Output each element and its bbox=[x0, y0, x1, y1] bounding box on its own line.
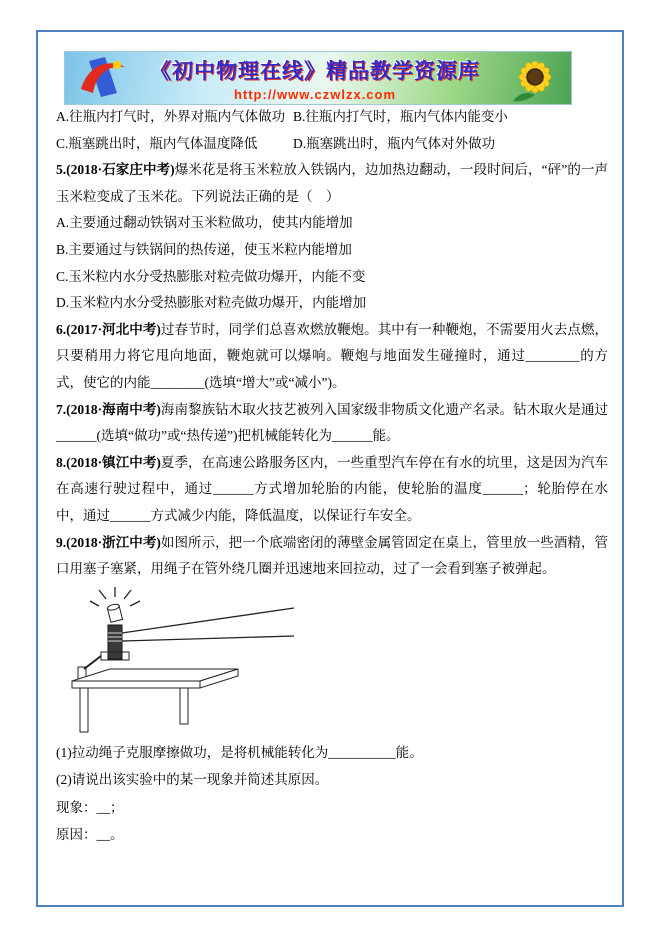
question-6-text: 过春节时，同学们总喜欢燃放鞭炮。其中有一种鞭炮，不需要用火去点燃，只要稍用力将它甩向地面，鞭炮就可以爆响。鞭炮与地面发生碰撞时，通过________的方式，使它的内能________(选填“增大”或“减小”)。 bbox=[56, 321, 609, 390]
option-d: D.瓶塞跳出时，瓶内气体对外做功 bbox=[293, 135, 496, 151]
question-8 bbox=[56, 450, 608, 530]
question-7-text: 海南黎族钻木取火技艺被列入国家级非物质文化遗产名录。钻木取火是通过______(选填“做功”或“热传递”)把机械能转化为______能。 bbox=[56, 401, 609, 444]
option-c: C.瓶塞跳出时，瓶内气体温度降低 bbox=[56, 135, 258, 151]
question-8-tag: 8.(2018·镇江中考) bbox=[56, 454, 161, 470]
question-9-sub1: (1)拉动绳子克服摩擦做功，是将机械能转化为__________能。 bbox=[56, 744, 423, 760]
physics-online-logo-icon bbox=[71, 53, 137, 103]
site-title: 《初中物理在线》精品教学资源库 bbox=[150, 58, 480, 83]
question-5-option-a: A.主要通过翻动铁锅对玉米粒做功，使其内能增加 bbox=[56, 215, 353, 231]
options-row-ab bbox=[56, 104, 608, 131]
burst-lines bbox=[90, 587, 140, 606]
question-5-option-c: C.玉米粒内水分受热膨胀对粒壳做功爆开，内能不变 bbox=[56, 268, 366, 284]
question-7 bbox=[56, 397, 608, 450]
question-8-text: 夏季，在高速公路服务区内，一些重型汽车停在有水的坑里，这是因为汽车在高速行驶过程中，通过______方式增加轮胎的内能，使轮胎的温度______；轮胎停在水中，通过______方式减少内能，降低温度，以保证行车安全。 bbox=[56, 454, 609, 523]
experiment-figure bbox=[68, 586, 608, 736]
question-9-text: 如图所示，把一个底端密闭的薄壁金属管固定在桌上，管里放一些酒精，管口用塞子塞紧，用绳子在管外绕几圈并迅速地来回拉动，过了一会看到塞子被弹起。 bbox=[56, 534, 609, 577]
question-5-tag: 5.(2018·石家庄中考) bbox=[56, 162, 175, 178]
page-border bbox=[36, 30, 624, 907]
question-9-tag: 9.(2018·浙江中考) bbox=[56, 534, 161, 550]
option-a: A.往瓶内打气时，外界对瓶内气体做功 bbox=[56, 109, 286, 124]
question-9 bbox=[56, 530, 608, 583]
question-9-sub2: (2)请说出该实验中的某一现象并简述其原因。 bbox=[56, 772, 329, 788]
cork bbox=[107, 603, 123, 622]
metal-tube bbox=[108, 625, 122, 659]
option-b: B.往瓶内打气时，瓶内气体内能变小 bbox=[293, 109, 508, 124]
question-5-text: 爆米花是将玉米粒放入铁锅内，边加热边翻动，一段时间后，“砰”的一声玉米粒变成了玉米花。下列说法正确的是（ ） bbox=[56, 162, 608, 204]
question-9-phenomenon: 现象：__； bbox=[56, 799, 124, 815]
question-5-option-b: B.主要通过与铁锅间的热传递，使玉米粒内能增加 bbox=[56, 241, 352, 257]
question-6 bbox=[56, 317, 608, 397]
question-5-option-d: D.玉米粒内水分受热膨胀对粒壳做功爆开，内能增加 bbox=[56, 295, 367, 311]
rope-lines bbox=[122, 608, 294, 641]
document-content bbox=[56, 104, 608, 849]
table bbox=[72, 669, 238, 732]
question-6-tag: 6.(2017·河北中考) bbox=[56, 321, 161, 337]
banner-text-group bbox=[137, 55, 493, 102]
site-url-link[interactable]: http://www.czwlzx.com bbox=[233, 86, 397, 102]
question-9-reason: 原因：__。 bbox=[56, 827, 124, 843]
header-banner bbox=[64, 51, 572, 105]
options-row-cd bbox=[56, 131, 608, 158]
sunflower-icon bbox=[493, 51, 571, 105]
question-7-tag: 7.(2018·海南中考) bbox=[56, 401, 161, 417]
question-5 bbox=[56, 157, 608, 210]
